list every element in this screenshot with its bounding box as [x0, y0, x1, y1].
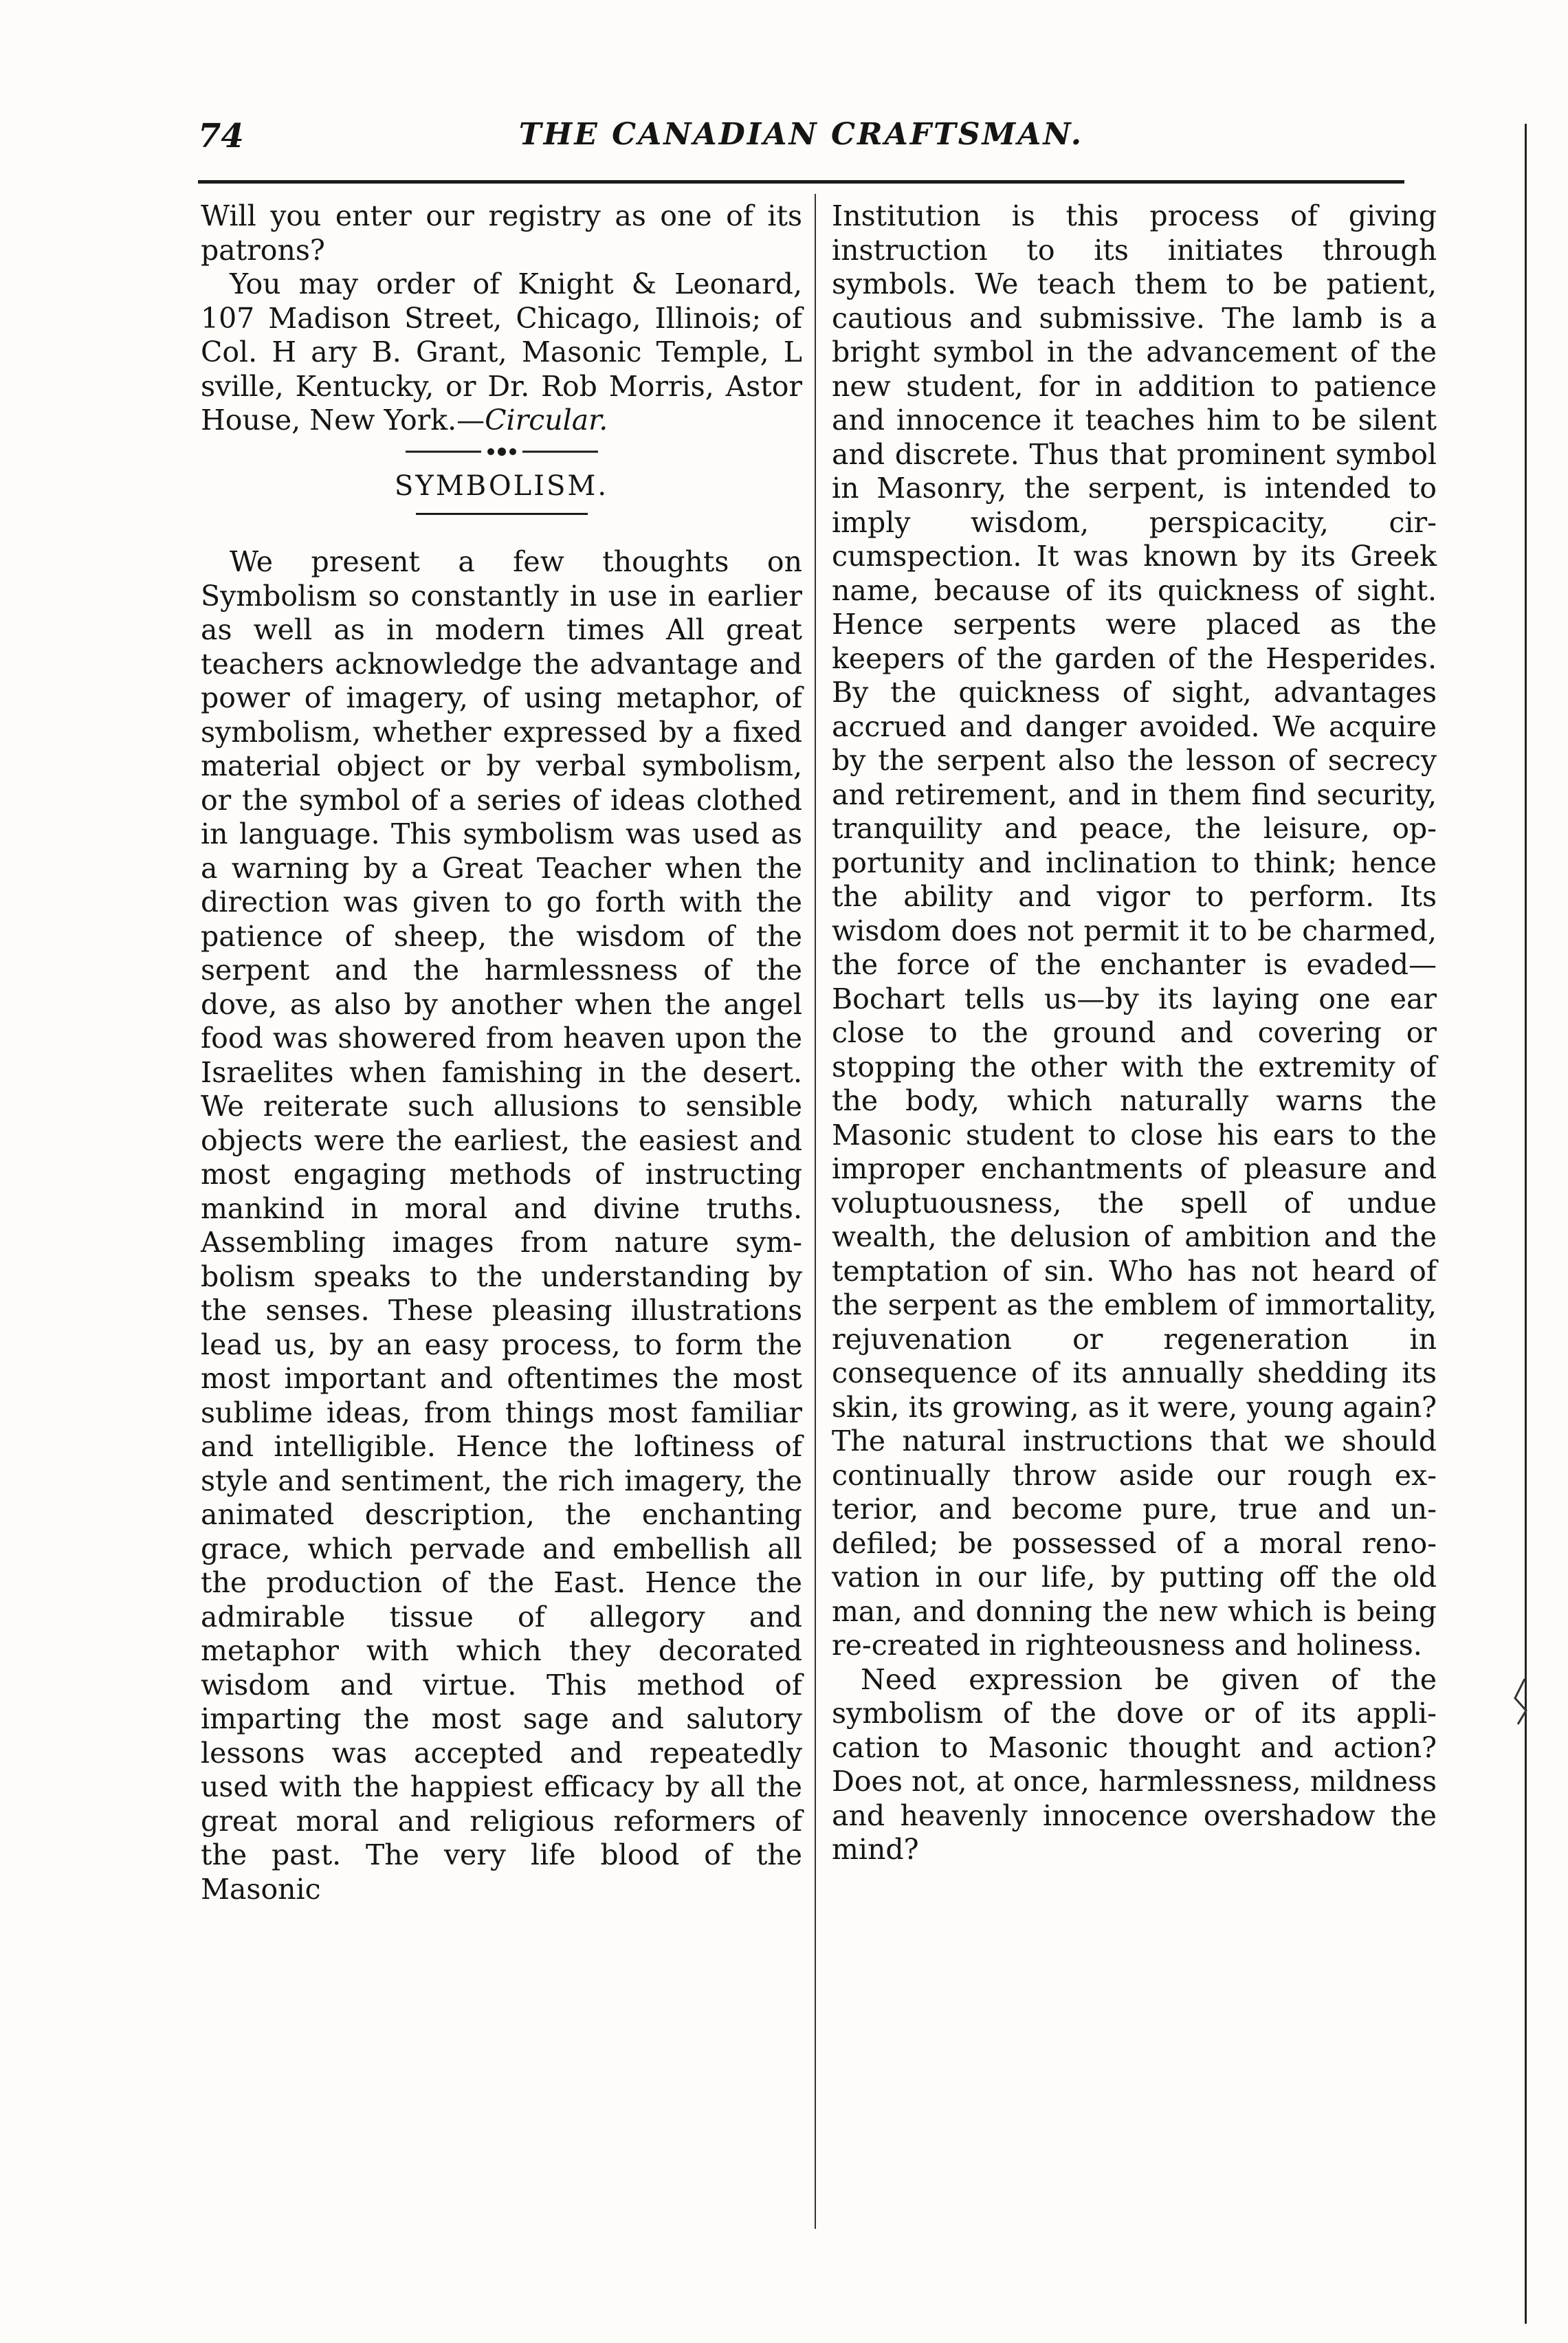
left-column — [201, 199, 802, 1906]
symbolism-paragraph: We present a few thoughts on Symbolism so constantly in use in earlier as well as in modern times All great teachers acknowledge the advantage and power of imagery, of using metaphor, of symbolism, whether expressed by a fixed material object or by verbal symbolism, or the symbol of a series of ideas clothed in language. This symbolism was used as a warning by a Great Teacher when the direction was given to go forth with the patience of sheep, the wisdom of the serpent and the harmlessness of the dove, as also by another when the angel food was showered from heaven upon the Israelites when famishing in the desert. We reiterate such allusions to sensible objects were the earliest, the easiest and most engaging methods of instructing mankind in moral and divine truths. Assembling images from nature symbolism speaks to the understanding by the senses. These pleasing illustrations lead us, by an easy process, to form the most important and oftentimes the most sublime ideas, from things most familiar and intelligible. Hence the loftiness of style and sentiment, the rich imagery, the animated description, the enchanting grace, which pervade and embellish all the production of the East. Hence the admirable tissue of allegory and metaphor with which they decorated wisdom and virtue. This method of imparting the most sage and salutory lessons was accepted and repeatedly used with the happiest efficacy by all the great moral and religious reformers of the past. The very life blood of the Masonic — [201, 545, 802, 1906]
dove-paragraph: Need expression be given of the symbolism of the dove or of its application to Masonic thought and action? Does not, at once, harmlessness, mildness and heavenly innocence overshadow the mind? — [832, 1662, 1437, 1866]
edge-scratch-mark — [1510, 1678, 1530, 1726]
section-ornament — [406, 446, 598, 457]
section-rule — [416, 513, 588, 515]
registry-paragraph: Will you enter our registry as one of its patrons? — [201, 199, 802, 267]
header-rule — [198, 180, 1404, 184]
order-text: You may order of Knight & Leonard, 107 Madison Street, Chicago, Illinois; of Col. H ary B. Grant, Masonic Temple, L sville, Kentucky, or Dr. Rob Morris, Astor House, New York.— — [201, 267, 802, 437]
circular-signature: Circular. — [485, 404, 608, 437]
order-paragraph — [201, 267, 802, 438]
institution-paragraph: Institution is this process of giving instruction to its initiates through symbols. We teach them to be patient, cautious and submissive. The lamb is a bright symbol in the advancement of the new student, for in addition to patience and innocence it teaches him to be silent and discrete. Thus that prominent symbol in Masonry, the serpent, is intended to imply wisdom, perspicacity, circumspection. It was known by its Greek name, because of its quickness of sight. Hence serpents were placed as the keepers of the garden of the Hesperides. By the quickness of sight, advantages accrued and danger avoided. We acquire by the serpent also the lesson of secrecy and retirement, and in them find security, tranquility and peace, the leisure, opportunity and inclination to think; hence the ability and vigor to perform. Its wisdom does not permit it to be charmed, the force of the enchanter is evaded—Bochart tells us—by its laying one ear close to the ground and covering or stopping the other with the extremity of the body, which naturally warns the Masonic student to close his ears to the improper enchantments of pleasure and voluptuousness, the spell of undue wealth, the delusion of ambition and the temptation of sin. Who has not heard of the serpent as the emblem of immortality, rejuvenation or regeneration in consequence of its annually shedding its skin, its growing, as it were, young again? The natural instructions that we should continually throw aside our rough exterior, and become pure, true and undefiled; be possessed of a moral renovation in our life, by putting off the old man, and donning the new which is being re-created in righteousness and holiness. — [832, 199, 1437, 1662]
page-header — [198, 117, 1404, 165]
page-number: 74 — [198, 117, 244, 155]
running-title: THE CANADIAN CRAFTSMAN. — [518, 117, 1084, 152]
column-divider — [815, 194, 816, 2229]
binding-edge-line — [1525, 124, 1527, 2324]
right-column — [832, 199, 1437, 1867]
section-heading: SYMBOLISM. — [394, 470, 609, 502]
